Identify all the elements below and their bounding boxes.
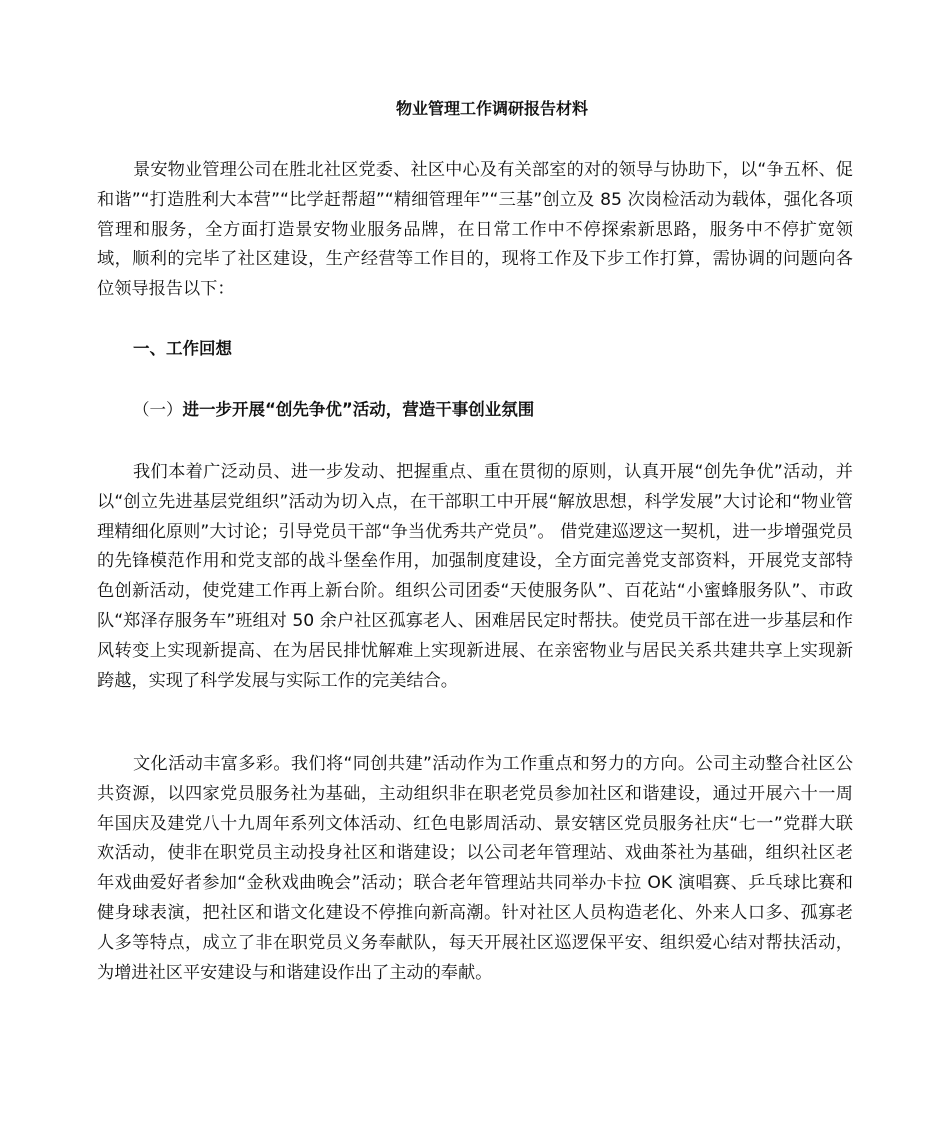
subsection-heading: [133, 397, 534, 423]
intro-paragraph: 景安物业管理公司在胜北社区党委、社区中心及有关部室的对的领导与协助下，以“争五杯、促和谐”“打造胜利大本营”“比学赶帮超”“精细管理年”“三基”创立及 85 次岗检活动为载体，强化各项管理和服务，全方面打造景安物业服务品牌，在日常工作中不停探索新思路，服务中不停扩宽领域，顺利的完毕了社区建设，生产经营等工作目的，现将工作及下步工作打算，需协调的问题向各位领导报告以下：: [97, 160, 853, 300]
body-paragraph-1: 我们本着广泛动员、进一步发动、把握重点、重在贯彻的原则，认真开展“创先争优”活动，并以“创立先进基层党组织”活动为切入点，在干部职工中开展“解放思想，科学发展”大讨论和“物业管理精细化原则”大讨论；引导党员干部“争当优秀共产党员”。 借党建巡逻这一契机，进一步增强党员的先锋模范作用和党支部的战斗堡垒作用，加强制度建设，全方面完善党支部资料，开展党支部特色创新活动，使党建工作再上新台阶。组织公司团委“天使服务队”、百花站“小蜜蜂服务队”、市政队“郑泽存服务车”班组对 50 余户社区孤寡老人、困难居民定时帮扶。使党员干部在进一步基层和作风转变上实现新提高、在为居民排忧解难上实现新进展、在亲密物业与居民关系共建共享上实现新跨越，实现了科学发展与实际工作的完美结合。: [97, 462, 853, 691]
document-title: 物业管理工作调研报告材料: [395, 99, 588, 118]
section-heading: 一、工作回想: [133, 339, 232, 358]
subsection-number: （一）: [133, 400, 183, 419]
subsection-title: 进一步开展“创先争优”活动，营造干事创业氛围: [182, 400, 535, 419]
body-paragraph-2: 文化活动丰富多彩。我们将“同创共建”活动作为工作重点和努力的方向。公司主动整合社区公共资源，以四家党员服务社为基础，主动组织非在职老党员参加社区和谐建设，通过开展六十一周年国庆及建党八十九周年系列文体活动、红色电影周活动、景安辖区党员服务社庆“七一”党群大联欢活动，使非在职党员主动投身社区和谐建设；以公司老年管理站、戏曲茶社为基础，组织社区老年戏曲爱好者参加“金秋戏曲晚会”活动；联合老年管理站共同举办卡拉 OK 演唱赛、乒乓球比赛和健身球表演，把社区和谐文化建设不停推向新高潮。针对社区人员构造老化、外来人口多、孤寡老人多等特点，成立了非在职党员义务奉献队，每天开展社区巡逻保平安、组织爱心结对帮扶活动，为增进社区平安建设与和谐建设作出了主动的奉献。: [97, 754, 853, 983]
